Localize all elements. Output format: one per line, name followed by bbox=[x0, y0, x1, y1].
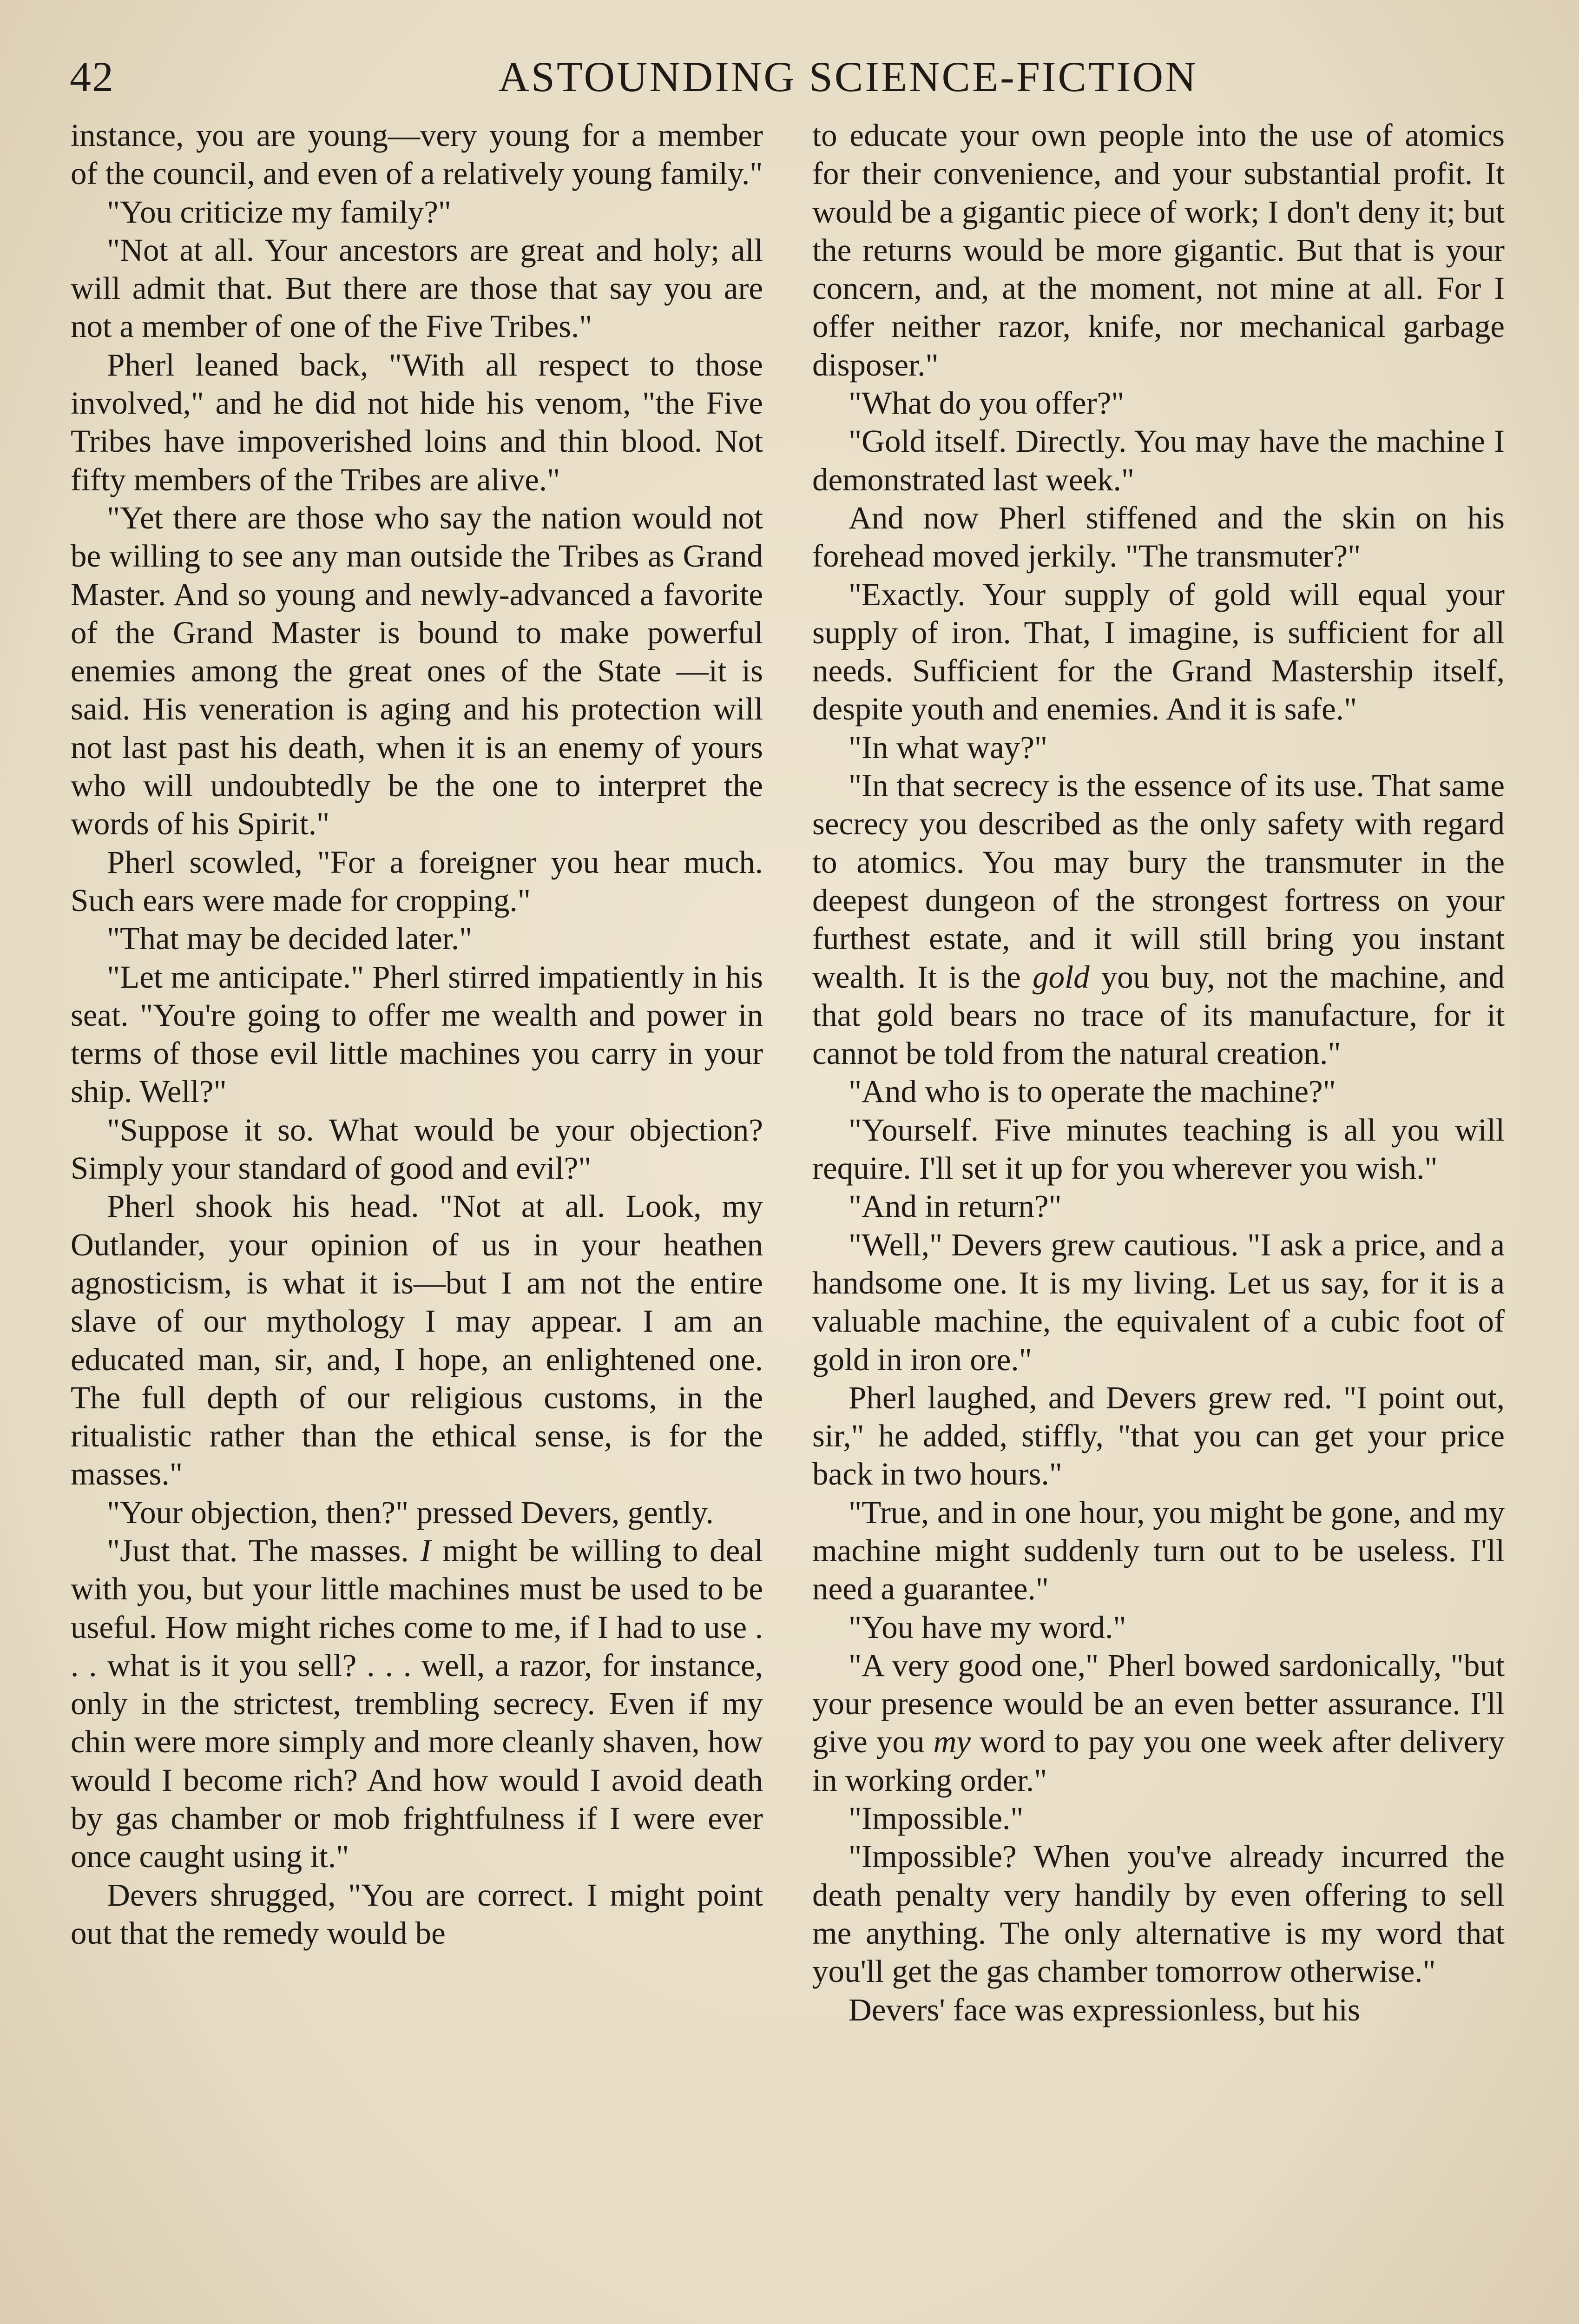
paragraph: "In what way?" bbox=[849, 729, 1048, 765]
paragraph bbox=[812, 766, 1505, 1072]
page-header bbox=[70, 44, 1510, 109]
paragraph: Pherl laughed, and Devers grew red. "I point out, sir," he added, stiffly, "that you can get your price back in two hours." bbox=[812, 1380, 1505, 1492]
paragraph-text: word to pay you one week after delivery in working order." bbox=[812, 1724, 1505, 1798]
paragraph: "Well," Devers grew cautious. "I ask a price, and a handsome one. It is my living. Let us say, for it is a valuable machine, the equivalent of a cubic foot of gold in iron ore." bbox=[812, 1227, 1505, 1377]
paragraph: "And in return?" bbox=[849, 1188, 1062, 1224]
paragraph-text: might be willing to deal with you, but your little machines must be used to be useful. How might riches come to me, if I had to use . . . what is it you sell? . . . well, a razor, for instance, only in the strictest, trembling secrecy. Even if my chin were more simply and more cleanly shaven, how would I become rich? And how would I avoid death by gas chamber or mob frightfulness if I were ever once caught using it." bbox=[71, 1532, 763, 1875]
paragraph: "You have my word." bbox=[849, 1609, 1126, 1645]
paragraph: instance, you are young—very young for a member of the council, and even of a relatively young family." bbox=[71, 118, 763, 191]
left-text-column bbox=[71, 116, 763, 1952]
paragraph-text: you buy, not the machine, and that gold bears no trace of its manufacture, for it cannot be told from the natural creation." bbox=[812, 959, 1505, 1071]
italic-emphasis: I bbox=[420, 1532, 431, 1568]
page-number: 42 bbox=[70, 53, 114, 100]
paragraph: And now Pherl stiffened and the skin on his forehead moved jerkily. "The transmuter?" bbox=[812, 500, 1505, 574]
paragraph: "True, and in one hour, you might be gone, and my machine might suddenly turn out to be useless. I'll need a guarantee." bbox=[812, 1494, 1505, 1607]
paragraph-text: "A very good one," Pherl bowed sardonically, "but your presence would be an even better assurance. I'll give you bbox=[812, 1647, 1505, 1760]
paragraph: "You criticize my family?" bbox=[107, 194, 452, 230]
paragraph: "Suppose it so. What would be your objection? Simply your standard of good and evil?" bbox=[71, 1112, 763, 1186]
paragraph: Pherl leaned back, "With all respect to those involved," and he did not hide his venom, "the Five Tribes have impoverished loins and thin blood. Not fifty members of the Tribes are alive." bbox=[71, 347, 763, 497]
italic-emphasis: gold bbox=[1032, 959, 1090, 995]
italic-emphasis: my bbox=[933, 1724, 971, 1760]
paragraph: Devers' face was expressionless, but his bbox=[849, 1992, 1360, 2027]
paragraph-text: "In that secrecy is the essence of its use. That same secrecy you described as the only safety with regard to atomics. You may bury the transmuter in the deepest dungeon of the strongest fortress on your furthest estate, and it will still bring you instant wealth. It is the bbox=[812, 768, 1505, 995]
paragraph: to educate your own people into the use of atomics for their convenience, and your substantial profit. It would be a gigantic piece of work; I don't deny it; but the returns would be more gigantic. But that is your concern, and, at the moment, not mine at all. For I offer neither razor, knife, nor mechanical garbage disposer." bbox=[812, 118, 1505, 383]
paragraph: "Let me anticipate." Pherl stirred impatiently in his seat. "You're going to offer me wealth and power in terms of those evil little machines you carry in your ship. Well?" bbox=[71, 959, 763, 1109]
paragraph: "And who is to operate the machine?" bbox=[849, 1074, 1336, 1109]
paragraph: "Yourself. Five minutes teaching is all you will require. I'll set it up for you wherever you wish." bbox=[812, 1112, 1505, 1186]
paragraph: "Gold itself. Directly. You may have the machine I demonstrated last week." bbox=[812, 423, 1505, 497]
paragraph: "Not at all. Your ancestors are great and holy; all will admit that. But there are those that say you are not a member of one of the Five Tribes." bbox=[71, 232, 763, 344]
paragraph: Pherl scowled, "For a foreigner you hear much. Such ears were made for cropping." bbox=[71, 844, 763, 918]
paragraph: "Yet there are those who say the nation would not be willing to see any man outside the Tribes as Grand Master. And so young and newly-advanced a favorite of the Grand Master is bound to make powerful enemies among the great ones of the State —it is said. His veneration is aging and his protection will not last past his death, when it is an enemy of yours who will undoubtedly be the one to interpret the words of his Spirit." bbox=[71, 500, 763, 842]
paragraph: "What do you offer?" bbox=[849, 385, 1125, 421]
paragraph: "That may be decided later." bbox=[107, 921, 473, 957]
paragraph bbox=[812, 1646, 1505, 1799]
paragraph bbox=[71, 1532, 763, 1876]
paragraph: "Your objection, then?" pressed Devers, gently. bbox=[107, 1494, 714, 1530]
running-head: ASTOUNDING SCIENCE-FICTION bbox=[498, 53, 1198, 100]
right-text-column bbox=[812, 116, 1505, 2029]
paragraph: "Impossible? When you've already incurred the death penalty very handily by even offering to sell me anything. The only alternative is my word that you'll get the gas chamber tomorrow otherwise." bbox=[812, 1839, 1505, 1989]
paragraph: Devers shrugged, "You are correct. I might point out that the remedy would be bbox=[71, 1877, 763, 1951]
paragraph: "Exactly. Your supply of gold will equal your supply of iron. That, I imagine, is sufficient for all needs. Sufficient for the Grand Mastership itself, despite youth and enemies. And it is safe." bbox=[812, 576, 1505, 727]
paragraph: "Impossible." bbox=[849, 1801, 1024, 1836]
paragraph-text: "Just that. The masses. bbox=[107, 1532, 421, 1568]
paragraph: Pherl shook his head. "Not at all. Look, my Outlander, your opinion of us in your heathen agnosticism, is what it is—but I am not the entire slave of our mythology I may appear. I am an educated man, sir, and, I hope, an enlightened one. The full depth of our religious customs, in the ritualistic rather than the ethical sense, is for the masses." bbox=[71, 1188, 763, 1492]
